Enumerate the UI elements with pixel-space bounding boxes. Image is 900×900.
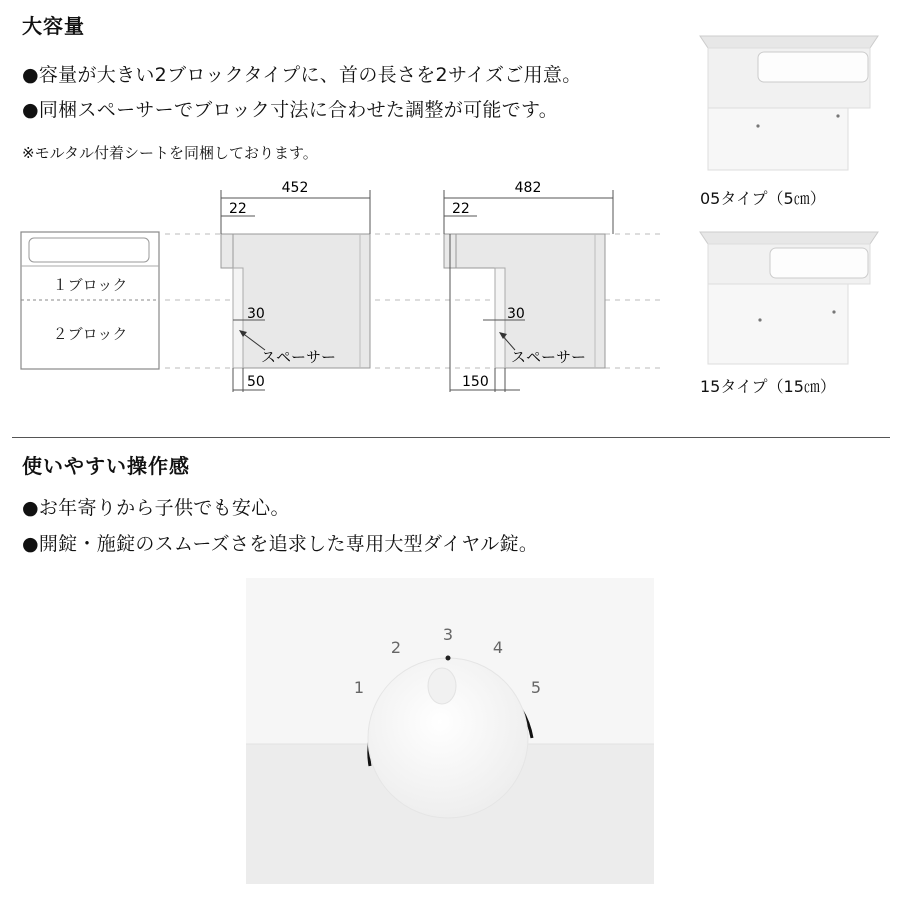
product-05-image (688, 28, 888, 178)
capacity-heading: 大容量 (22, 14, 85, 38)
dial-number-2: 2 (390, 638, 402, 657)
dim-15-top-offset: 22 (452, 201, 470, 217)
dial-number-1: 1 (353, 678, 365, 697)
dim-15-width: 482 (514, 180, 542, 196)
dim-15-spacer-label: スペーサー (511, 348, 587, 366)
capacity-bullet-1: ●容量が大きい2ブロックタイプに、首の長さを2サイズご用意。 (22, 64, 582, 86)
product-15-image (688, 228, 888, 368)
block2-label: ２ブロック (52, 325, 128, 343)
dim-05-spacer-gap: 30 (247, 306, 265, 322)
capacity-bullet-2: ●同梱スペーサーでブロック寸法に合わせた調整が可能です。 (22, 99, 559, 121)
dial-number-4: 4 (492, 638, 504, 657)
dimension-drawings (165, 170, 660, 395)
dial-number-5: 5 (530, 678, 542, 697)
dim-05-spacer-label: スペーサー (261, 348, 337, 366)
dial-number-3: 3 (442, 625, 454, 644)
usability-bullet-2: ●開錠・施錠のスムーズさを追求した専用大型ダイヤル錠。 (22, 533, 539, 555)
usability-heading: 使いやすい操作感 (22, 454, 190, 478)
block-diagram (15, 228, 165, 373)
dim-05-drawing (221, 180, 370, 392)
dim-05-width: 452 (281, 180, 309, 196)
dim-05-neck: 50 (247, 374, 265, 390)
product-15-caption: 15タイプ（15㎝） (700, 377, 836, 396)
dim-15-drawing (444, 180, 613, 392)
mail-slot (29, 238, 149, 262)
mortar-sheet-note: ※モルタル付着シートを同梱しております。 (22, 144, 318, 162)
block1-label: １ブロック (52, 276, 128, 294)
dim-05-top-offset: 22 (229, 201, 247, 217)
usability-bullet-1: ●お年寄りから子供でも安心。 (22, 497, 290, 519)
product-05-caption: 05タイプ（5㎝） (700, 189, 826, 208)
section-divider (12, 437, 890, 438)
dial-lock-image (246, 578, 654, 884)
dim-15-spacer-gap: 30 (507, 306, 525, 322)
dim-15-neck: 150 (462, 374, 489, 390)
